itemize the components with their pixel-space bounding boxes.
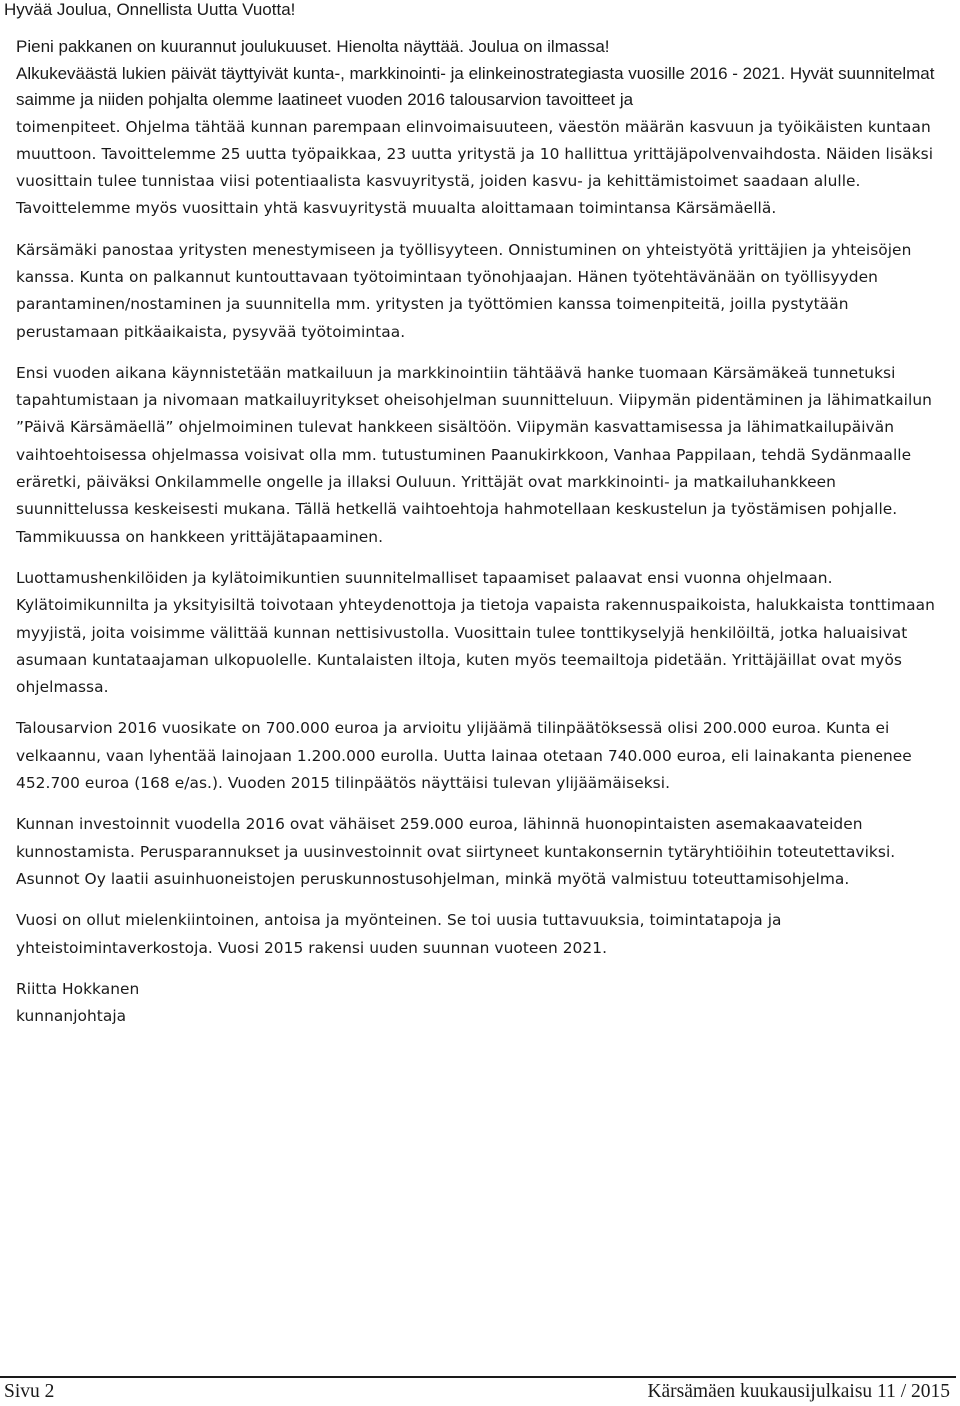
paragraph-tourism: Ensi vuoden aikana käynnistetään matkailuun ja markkinointiin tähtäävä hanke tuomaan Kärsämäkeä tunnetuksi tapahtumistaan ja nivomaan matkailuyritykset oheisohjelman suunnitteluun. Viipymän pidentäminen ja lähimatkailun ”Päivä Kärsämäellä” ohjelmoiminen tulevat hankkeen sisältöön. Viipymän kasvattamisessa ja lähimatkailupäivän vaihtoehtoisessa ohjelmassa voisivat olla mm. tutustuminen Paanukirkkoon, Vanhaa Pappilaan, tehdä Sydänmaalle eräretki, päiväksi Onkilammelle ongelle ja illaksi Ouluun. Yrittäjät ovat markkinointi- ja matkailuhankkeen suunnittelussa keskeisesti mukana. Tällä hetkellä vaihtoehtoja hahmotellaan keskustelun ja työstämisen pohjalle. Tammikuussa on hankkeen yrittäjätapaaminen. [16,363,932,546]
signature-title: kunnanjohtaja [16,1007,127,1026]
paragraph-investments: Kunnan investoinnit vuodella 2016 ovat vähäiset 259.000 euroa, lähinnä huonopintaisten asemakaavateiden kunnostamista. Perusparannukset ja uusinvestoinnit ovat siirtyneet kuntakonsernin tytäryhtiöihin toteutettaviksi. Asunnot Oy laatii asuinhuoneistojen peruskunnostusohjelman, minkä myötä valmistuu toteuttamisohjelma. [16,815,896,888]
paragraph-closing: Vuosi on ollut mielenkiintoinen, antoisa ja myönteinen. Se toi uusia tuttavuuksia, toimintatapoja ja yhteistoimintaverkostoja. Vuosi 2015 rakensi uuden suunnan vuoteen 2021. [16,911,782,957]
paragraph-employment: Kärsämäki panostaa yritysten menestymiseen ja työllisyyteen. Onnistuminen on yhteistyötä yrittäjien ja yhteisöjen kanssa. Kunta on palkannut kuntouttavaan työtoimintaan työnohjaajan. Hänen työtehtävänään on työllisyyden parantaminen/nostaminen ja suunnitella mm. yritysten ja työttömien kanssa toimenpiteitä, joilla pystytään perustamaan pitkäaikaista, pysyvää työtoimintaa. [16,240,912,341]
intro-paragraph: Pieni pakkanen on kuurannut joulukuuset. Hienolta näyttää. Joulua on ilmassa! [16,37,610,56]
paragraph-village-committees: Luottamushenkilöiden ja kylätoimikuntien suunnitelmalliset tapaamiset palaavat ensi vuonna ohjelmaan. Kylätoimikunnilta ja yksityisiltä toivotaan yhteydenottoja ja tietoja vapaista rakennuspaikoista, halukkaista tonttimaan myyjistä, joita voisimme välittää kunnan nettisivustolla. Vuosittain tulee tonttikyselyjä henkilöiltä, jotka haluaisivat asumaan kuntataajaman ulkopuolelle. Kuntalaisten iltoja, kuten myös teemailtoja pidetään. Yrittäjäillat ovat myös ohjelmassa. [16,568,935,697]
page-number: Sivu 2 [4,1381,55,1402]
publication-name: Kärsämäen kuukausijulkaisu 11 / 2015 [647,1381,950,1402]
signature-name: Riitta Hokkanen [16,979,140,998]
paragraph-budget: Talousarvion 2016 vuosikate on 700.000 euroa ja arvioitu ylijäämä tilinpäätöksessä olisi 200.000 euroa. Kunta ei velkaannu, vaan lyhentää lainojaan 1.200.000 eurolla. Uutta lainaa otetaan 740.000 euroa, eli lainakanta pienenee 452.700 euroa (168 e/as.). Vuoden 2015 tilinpäätös näyttäisi tulevan ylijäämäiseksi. [16,719,912,793]
footer-divider [0,1376,956,1378]
signature-block [16,976,952,1031]
paragraph-strategy-b: toimenpiteet. Ohjelma tähtää kunnan parempaan elinvoimaisuuteen, väestön määrän kasvuun ja työikäisten kuntaan muuttoon. Tavoittelemme 25 uutta työpaikkaa, 23 uutta yritystä ja 10 hallittua yrittäjäpolvenvaihdosta. Näiden lisäksi vuosittain tulee tunnistaa viisi potentiaalista kasvuyritystä, joiden kasvu- ja kehittämistoimet saadaan alulle. Tavoittelemme myös vuosittain yhtä kasvuyritystä muualta aloittamaan toimintansa Kärsämäellä. [16,117,934,218]
article-body [16,34,952,1030]
greeting-heading: Hyvää Joulua, Onnellista Uutta Vuotta! [4,0,296,19]
paragraph-strategy-a: Alkukeväästä lukien päivät täyttyivät kunta-, markkinointi- ja elinkeinostrategiasta vuosille 2016 - 2021. Hyvät suunnitelmat saimme ja niiden pohjalta olemme laatineet vuoden 2016 talousarvion tavoitteet ja [16,63,935,109]
